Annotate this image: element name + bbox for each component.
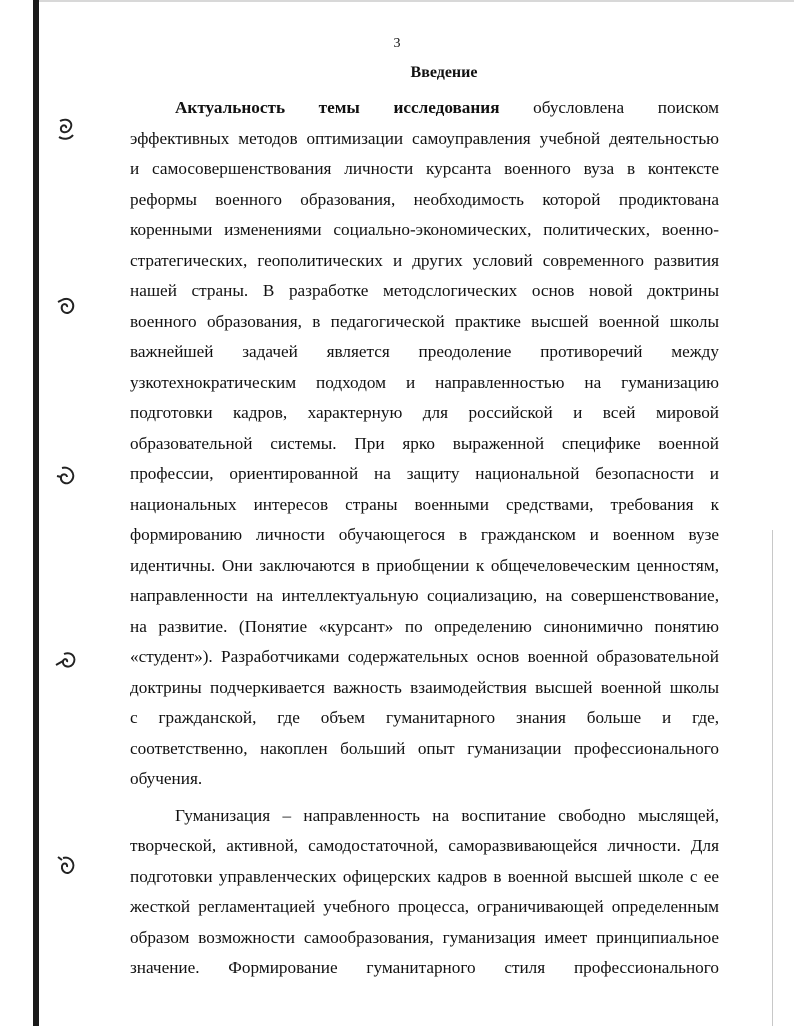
paragraph-1-line-15: формированию личности обучающегося в гражданском и военном вузе <box>130 525 719 544</box>
scan-top-edge <box>39 0 794 2</box>
paragraph-1-line-13: профессии, ориентированной на защиту национальной безопасности и <box>130 464 719 483</box>
paragraph-2-line-3: подготовки управленческих офицерских кадров в военной высшей школе с ее <box>130 866 719 886</box>
paragraph-2-line-5: образом возможности самообразования, гуманизация имеет принципиальное <box>130 927 719 947</box>
paragraph-1-line-6: стратегических, геополитических и других условий современного развития <box>130 250 719 270</box>
paragraph-1-line-23: обучения. <box>130 769 203 788</box>
paragraph-2-line-2: творческой, активной, самодостаточной, саморазвивающейся личности. Для <box>130 836 719 855</box>
paragraph-1-line-8: военного образования, в педагогической практике высшей военной школы <box>130 311 719 331</box>
section-heading: Введение <box>410 64 478 81</box>
paragraph-1-line-20: доктрины подчеркивается важность взаимодействия высшей военной школы <box>130 677 719 697</box>
paragraph-2-line-6: значение. Формирование гуманитарного стиля профессионального <box>130 958 719 977</box>
paragraph-1-line-2: эффективных методов оптимизации самоуправления учебной деятельностью <box>130 128 719 148</box>
paragraph-1-line-19: «студент»). Разработчиками содержательных основ военной образовательной <box>130 647 719 666</box>
paragraph-2-line-4: жесткой регламентацией учебного процесса, ограничивающей определенным <box>130 897 719 916</box>
paragraph-1-line-11: подготовки кадров, характерную для российской и всей мировой <box>130 403 719 422</box>
paragraph-1-line-1: Актуальность темы исследования обусловлена поиском <box>175 98 719 117</box>
body-text <box>130 93 719 984</box>
paragraph-1-line-4: реформы военного образования, необходимость которой продиктована <box>130 189 719 209</box>
margin-mark-4-icon <box>52 645 82 675</box>
paragraph-1-line-14: национальных интересов страны военными средствами, требования к <box>130 494 719 514</box>
paragraph-1-line-7: нашей страны. В разработке методслогических основ новой доктрины <box>130 281 719 300</box>
paragraph-1-line-22: соответственно, накоплен больший опыт гуманизации профессионального <box>130 738 719 758</box>
paragraph-2-line-1: Гуманизация – направленность на воспитание свободно мыслящей, <box>175 805 719 825</box>
margin-mark-2-icon <box>52 292 82 322</box>
scan-right-line <box>772 530 773 1026</box>
margin-mark-1-icon <box>52 115 82 145</box>
paragraph-1-line-21: с гражданской, где объем гуманитарного знания больше и где, <box>130 708 719 727</box>
margin-mark-3-icon <box>52 462 82 492</box>
paragraph-1-line-10: узкотехнократическим подходом и направленностью на гуманизацию <box>130 372 719 392</box>
scan-left-edge <box>33 0 39 1026</box>
page-number: 3 <box>393 36 401 51</box>
paragraph-1-line-9: важнейшей задачей является преодоление противоречий между <box>130 342 719 361</box>
paragraph-1-line-17: направленности на интеллектуальную социализацию, на совершенствование, <box>130 586 719 605</box>
paragraph-1-line-5: коренными изменениями социально-экономических, политических, военно- <box>130 220 719 239</box>
margin-mark-5-icon <box>52 851 82 881</box>
paragraph-1-line-3: и самосовершенствования личности курсанта военного вуза в контексте <box>130 159 719 178</box>
paragraph-1-line-16: идентичны. Они заключаются в приобщении к общечеловеческим ценностям, <box>130 555 719 575</box>
paragraph-1-line-12: образовательной системы. При ярко выраженной специфике военной <box>130 433 719 453</box>
paragraph-1-line-18: на развитие. (Понятие «курсант» по определению синонимично понятию <box>130 616 719 636</box>
lead-bold-phrase: Актуальность темы исследования <box>175 98 500 117</box>
